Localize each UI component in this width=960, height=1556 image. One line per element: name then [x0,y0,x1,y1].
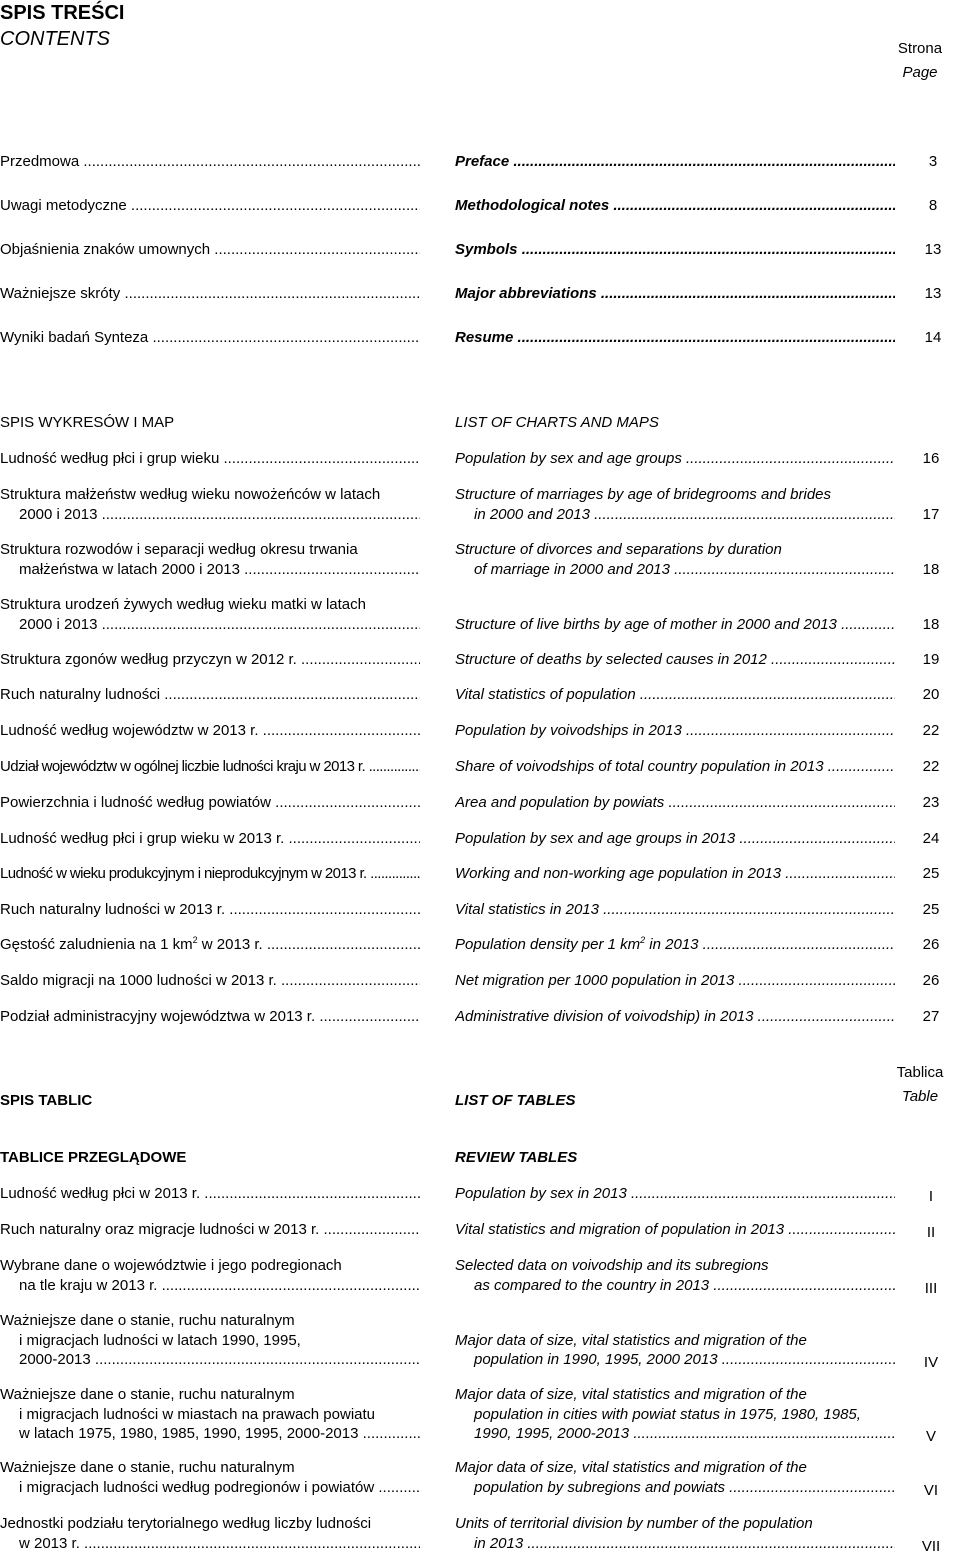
page-number: 16 [910,449,952,469]
chart-entry-label: Structure of divorces and separations by duration [455,540,895,560]
toc-entry-label: Symbols ..... [455,240,895,260]
chart-entry-pl[interactable] [0,449,420,469]
chart-entry-pl[interactable] [0,595,420,634]
chart-entry-label: Struktura małżeństw według wieku nowożeńców w latach [0,485,420,505]
chart-entry-en[interactable] [455,971,895,991]
table-entry-label: Population by sex in 2013 ..... [455,1184,895,1204]
table-number: V [910,1427,952,1447]
table-entry-pl[interactable] [0,1220,420,1240]
page-number: 18 [910,615,952,635]
table-entry-label: Units of territorial division by number of the population [455,1514,895,1534]
chart-entry-label: Saldo migracji na 1000 ludności w 2013 r. ..... [0,971,420,991]
chart-entry-en[interactable] [455,650,895,670]
toc-entry-en[interactable] [455,328,895,348]
chart-entry-pl[interactable] [0,900,420,920]
table-entry-label: population in cities with powiat status in 1975, 1980, 1985, [455,1405,895,1425]
page-number: 13 [912,284,954,304]
page-column-label-pl: Strona [880,40,960,57]
toc-entry-label: Uwagi metodyczne ..... [0,196,420,216]
page-number: 27 [910,1007,952,1027]
table-entry-label: i migracjach ludności w latach 1990, 1995, [0,1331,420,1351]
table-entry-label: na tle kraju w 2013 r. ..... [0,1276,420,1296]
toc-entry-en[interactable] [455,152,895,172]
table-entry-label: Ruch naturalny oraz migracje ludności w 2013 r. ..... [0,1220,420,1240]
table-entry-label: Ludność według płci w 2013 r. ..... [0,1184,420,1204]
chart-entry-label: Population by sex and age groups ..... [455,449,895,469]
chart-entry-label: Struktura rozwodów i separacji według okresu trwania [0,540,420,560]
chart-entry-pl[interactable] [0,721,420,741]
table-entry-label: w 2013 r. ..... [0,1534,420,1554]
table-entry-label: in 2013 ..... [455,1534,895,1554]
table-entry-pl[interactable] [0,1311,420,1370]
table-entry-label: Ważniejsze dane o stanie, ruchu naturalnym [0,1311,420,1331]
toc-entry-label: Ważniejsze skróty ..... [0,284,420,304]
table-entry-label: 2000-2013 ..... [0,1350,420,1370]
page-number: 17 [910,505,952,525]
table-entry-label: i migracjach ludności w miastach na prawach powiatu [0,1405,420,1425]
chart-entry-label: Podział administracyjny województwa w 2013 r. ..... [0,1007,420,1027]
table-entry-label: population by subregions and powiats ..... [455,1478,895,1498]
superscript: 2 [640,935,645,945]
page-number: 13 [912,240,954,260]
table-number: VII [910,1537,952,1556]
page-number: 24 [910,829,952,849]
table-number: VI [910,1481,952,1501]
chart-entry-pl[interactable] [0,793,420,813]
chart-entry-label: Ludność w wieku produkcyjnym i nieprodukcyjnym w 2013 r. ..... [0,864,420,884]
chart-entry-label: Working and non-working age population in 2013 ..... [455,864,895,884]
toc-entry-pl[interactable] [0,196,420,216]
toc-entry-en[interactable] [455,240,895,260]
table-entry-label: Selected data on voivodship and its subregions [455,1256,895,1276]
chart-entry-label: Ludność według płci i grup wieku w 2013 r. ..... [0,829,420,849]
table-number: II [910,1223,952,1243]
chart-entry-label: Struktura urodzeń żywych według wieku matki w latach [0,595,420,615]
superscript: 2 [193,935,198,945]
charts-heading-pl: SPIS WYKRESÓW I MAP [0,414,174,431]
label-part: w 2013 r. [198,936,263,953]
chart-entry-en[interactable] [455,540,895,579]
label-part: in 2013 [645,936,698,953]
chart-entry-label: Powierzchnia i ludność według powiatów ..... [0,793,420,813]
toc-entry-pl[interactable] [0,328,420,348]
chart-entry-en[interactable] [455,449,895,469]
table-entry-label: as compared to the country in 2013 ..... [455,1276,895,1296]
chart-entry-pl[interactable] [0,485,420,524]
tables-heading-pl: SPIS TABLIC [0,1092,92,1109]
chart-entry-en[interactable] [455,685,895,705]
page-number: 26 [910,935,952,955]
chart-entry-label: Structure of marriages by age of bridegrooms and brides [455,485,895,505]
chart-entry-en[interactable] [455,900,895,920]
table-entry-label: w latach 1975, 1980, 1985, 1990, 1995, 2000-2013 ..... [0,1424,420,1444]
toc-entry-pl[interactable] [0,240,420,260]
table-entry-label: i migracjach ludności według podregionów i powiatów ..... [0,1478,420,1498]
chart-entry-label: małżeństwa w latach 2000 i 2013 ..... [0,560,420,580]
table-number: IV [910,1353,952,1373]
chart-entry-en[interactable] [455,829,895,849]
chart-entry-pl[interactable] [0,1007,420,1027]
chart-entry-en[interactable] [455,1007,895,1027]
toc-entry-en[interactable] [455,196,895,216]
toc-entry-pl[interactable] [0,152,420,172]
chart-entry-pl[interactable] [0,685,420,705]
table-entry-label: 1990, 1995, 2000-2013 ..... [455,1424,895,1444]
label-part: Gęstość zaludnienia na 1 km [0,936,193,953]
chart-entry-label: Udział województw w ogólnej liczbie ludności kraju w 2013 r. ..... [0,757,420,777]
chart-entry-label: Struktura zgonów według przyczyn w 2012 r. ..... [0,650,420,670]
page-number: 18 [910,560,952,580]
chart-entry-label: Population by sex and age groups in 2013 ..... [455,829,895,849]
chart-entry-label: Population by voivodships in 2013 ..... [455,721,895,741]
table-entry-label: Major data of size, vital statistics and migration of the [455,1385,895,1405]
toc-entry-label: Methodological notes ..... [455,196,895,216]
table-number: III [910,1279,952,1299]
toc-entry-label: Preface ..... [455,152,895,172]
table-column-label-en: Table [868,1088,960,1105]
chart-entry-en[interactable] [455,721,895,741]
toc-entry-label: Major abbreviations ..... [455,284,895,304]
chart-entry-label: Structure of live births by age of mother in 2000 and 2013 ..... [455,615,895,635]
chart-entry-pl[interactable] [0,971,420,991]
chart-entry-pl[interactable] [0,650,420,670]
chart-entry-en[interactable] [455,757,895,777]
table-entry-label: Vital statistics and migration of population in 2013 ..... [455,1220,895,1240]
toc-entry-label: Resume ..... [455,328,895,348]
table-entry-pl[interactable] [0,1385,420,1444]
chart-entry-label: Ludność według województw w 2013 r. ..... [0,721,420,741]
chart-entry-en[interactable] [455,615,895,635]
page-number: 20 [910,685,952,705]
chart-entry-pl[interactable] [0,829,420,849]
chart-entry-label: Area and population by powiats ..... [455,793,895,813]
toc-entry-label: Wyniki badań Synteza ..... [0,328,420,348]
chart-entry-en[interactable] [455,793,895,813]
chart-entry-label: Share of voivodships of total country population in 2013 ..... [455,757,895,777]
chart-entry-pl[interactable] [0,935,420,955]
charts-heading-en: LIST OF CHARTS AND MAPS [455,414,659,431]
chart-entry-label [0,935,420,955]
chart-entry-label: in 2000 and 2013 ..... [455,505,895,525]
chart-entry-en[interactable] [455,935,895,955]
toc-entry-label: Przedmowa ..... [0,152,420,172]
table-entry-en[interactable] [455,1385,895,1444]
table-entry-label: Wybrane dane o województwie i jego podregionach [0,1256,420,1276]
table-entry-en[interactable] [455,1184,895,1204]
table-entry-pl[interactable] [0,1256,420,1295]
table-entry-en[interactable] [455,1220,895,1240]
table-number: I [910,1187,952,1207]
table-entry-label: Ważniejsze dane o stanie, ruchu naturalnym [0,1458,420,1478]
chart-entry-pl[interactable] [0,540,420,579]
page-number: 25 [910,900,952,920]
page-number: 22 [910,757,952,777]
table-entry-en[interactable] [455,1514,895,1553]
label-part: Population density per 1 km [455,936,640,953]
table-entry-label: Ważniejsze dane o stanie, ruchu naturalnym [0,1385,420,1405]
chart-entry-label: Net migration per 1000 population in 2013 ..... [455,971,895,991]
page-number: 19 [910,650,952,670]
chart-entry-label: Structure of deaths by selected causes in 2012 ..... [455,650,895,670]
chart-entry-label: 2000 i 2013 ..... [0,615,420,635]
tables-heading-en: LIST OF TABLES [455,1092,576,1109]
page-column-label-en: Page [880,64,960,81]
chart-entry-label: of marriage in 2000 and 2013 ..... [455,560,895,580]
table-entry-label: Major data of size, vital statistics and migration of the [455,1458,895,1478]
table-column-label-pl: Tablica [868,1064,960,1081]
page-number: 8 [912,196,954,216]
chart-entry-label: Ruch naturalny ludności ..... [0,685,420,705]
toc-title-en: CONTENTS [0,28,110,51]
review-tables-heading-pl: TABLICE PRZEGLĄDOWE [0,1149,186,1166]
chart-entry-label: Ruch naturalny ludności w 2013 r. ..... [0,900,420,920]
chart-entry-en[interactable] [455,864,895,884]
chart-entry-label: Administrative division of voivodship) in 2013 ..... [455,1007,895,1027]
table-entry-label: population in 1990, 1995, 2000 2013 ..... [455,1350,895,1370]
table-entry-pl[interactable] [0,1514,420,1553]
table-entry-pl[interactable] [0,1184,420,1204]
chart-entry-label: 2000 i 2013 ..... [0,505,420,525]
toc-title-pl: SPIS TREŚCI [0,2,124,25]
page-number: 23 [910,793,952,813]
page-number: 26 [910,971,952,991]
toc-entry-label: Objaśnienia znaków umownych ..... [0,240,420,260]
chart-entry-en[interactable] [455,485,895,524]
table-entry-en[interactable] [455,1331,895,1370]
toc-entry-en[interactable] [455,284,895,304]
toc-entry-pl[interactable] [0,284,420,304]
page-number: 14 [912,328,954,348]
chart-entry-label: Vital statistics of population ..... [455,685,895,705]
chart-entry-pl[interactable] [0,757,420,777]
page-number: 22 [910,721,952,741]
chart-entry-label: Ludność według płci i grup wieku ..... [0,449,420,469]
review-tables-heading-en: REVIEW TABLES [455,1149,577,1166]
chart-entry-label: Vital statistics in 2013 ..... [455,900,895,920]
chart-entry-pl[interactable] [0,864,420,884]
table-entry-label: Major data of size, vital statistics and migration of the [455,1331,895,1351]
table-entry-pl[interactable] [0,1458,420,1497]
table-entry-en[interactable] [455,1256,895,1295]
table-entry-en[interactable] [455,1458,895,1497]
table-entry-label: Jednostki podziału terytorialnego według liczby ludności [0,1514,420,1534]
page-number: 3 [912,152,954,172]
chart-entry-label [455,935,895,955]
page-number: 25 [910,864,952,884]
